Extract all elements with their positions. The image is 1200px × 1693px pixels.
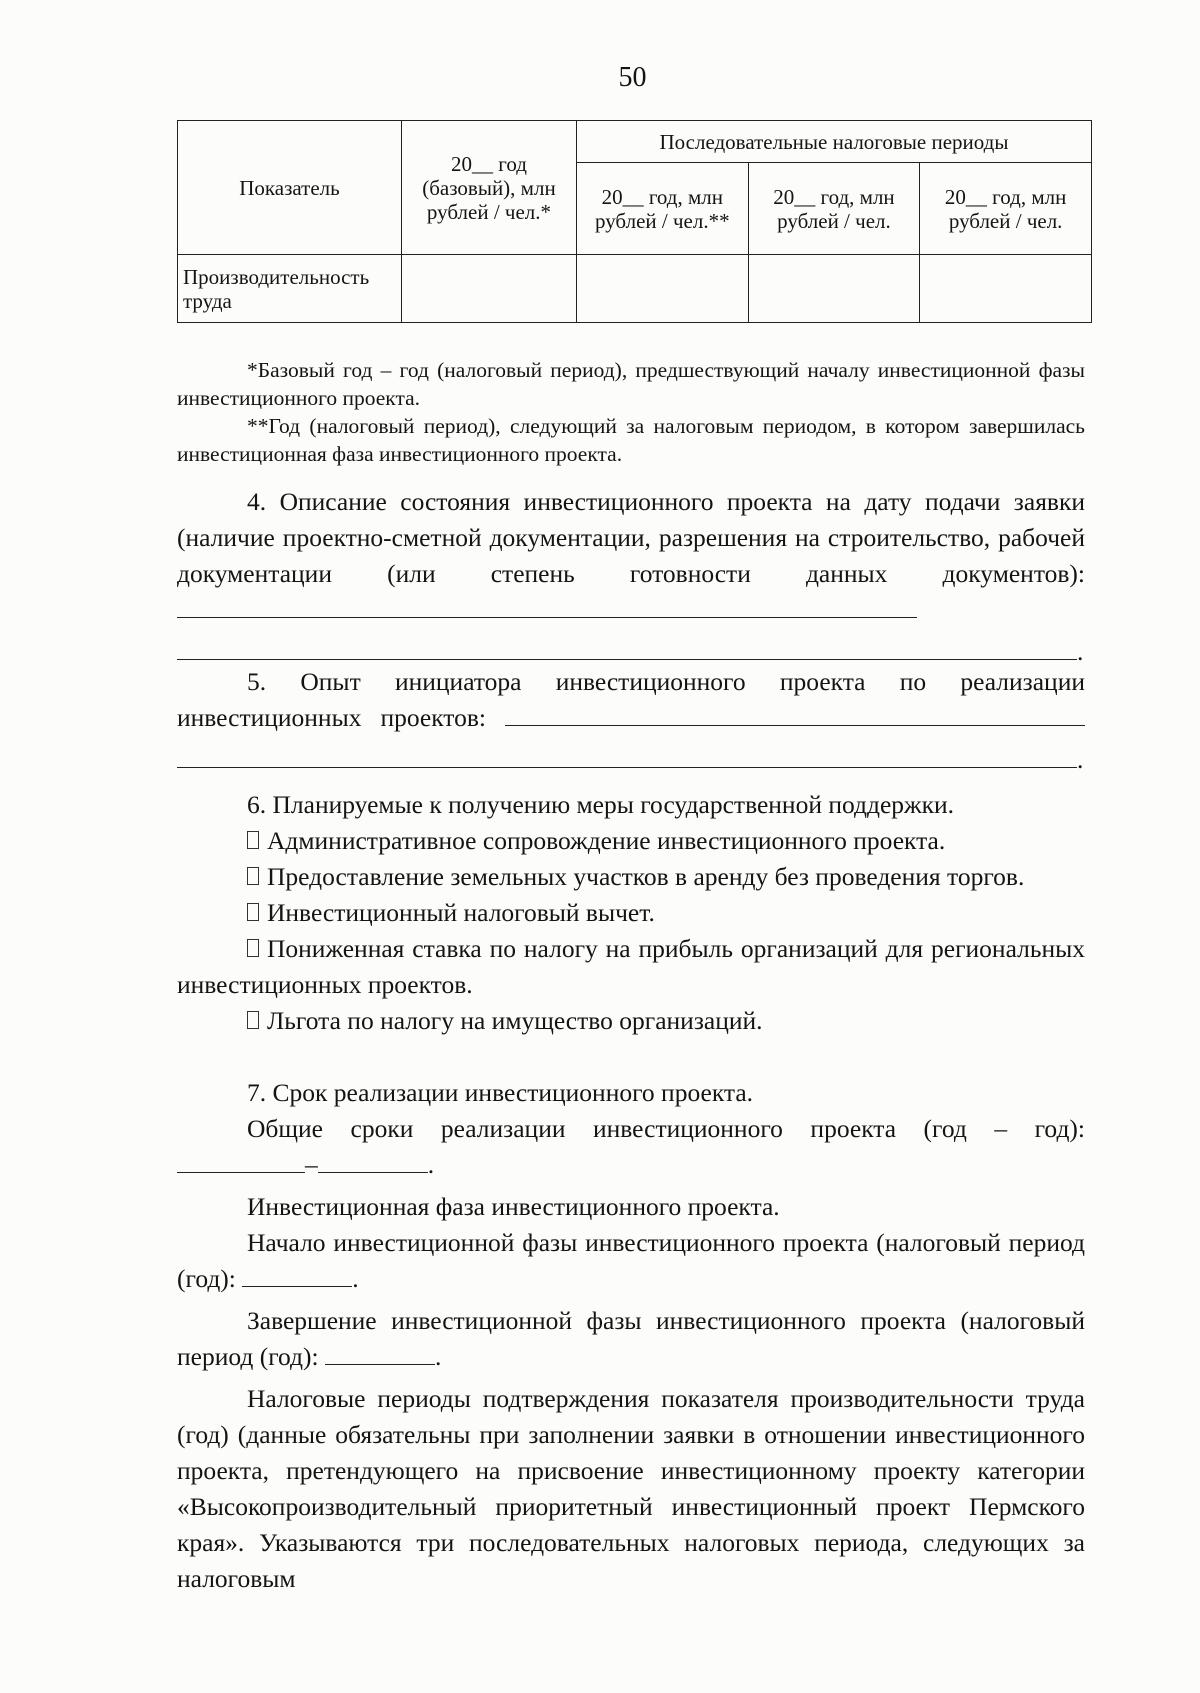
option-label: Пониженная ставка по налогу на прибыль организаций для региональных инвестиционных проектов. [177,934,1085,999]
option-checkbox[interactable] [247,1011,259,1029]
cell-period-3[interactable] [920,255,1092,323]
phase-start-year-field[interactable] [242,1264,352,1287]
section-7-end: Завершение инвестиционной фазы инвестиционного проекта (налоговый период (год): [177,1306,1085,1371]
option-label: Предоставление земельных участков в аренду без проведения торгов. [267,862,1025,891]
total-start-year-field[interactable] [177,1150,305,1173]
option-checkbox[interactable] [247,903,259,921]
section-6 [177,787,1085,1039]
section-7 [177,1075,1085,1597]
option-checkbox[interactable] [247,939,259,957]
section-6-title: 6. Планируемые к получению меры государственной поддержки. [247,790,955,819]
section-7-total: Общие сроки реализации инвестиционного проекта (год – год): [247,1114,1085,1143]
section-5-text: 5. Опыт инициатора инвестиционного проекта по реализации инвестиционных проектов: [177,667,1085,732]
option-label: Льгота по налогу на имущество организаций. [267,1006,763,1035]
footnote-base-year: *Базовый год – год (налоговый период), предшествующий началу инвестиционной фазы инвестиционного проекта. [177,358,1085,410]
footnote-following-year: **Год (налоговый период), следующий за налоговым периодом, в котором завершилась инвестиционная фаза инвестиционного проекта. [177,414,1085,466]
table-row [178,255,1092,323]
section-4-field-cont[interactable] [177,637,1077,660]
section-5 [177,664,1085,778]
section-4-field[interactable] [177,595,917,618]
cell-base-year[interactable] [401,255,576,323]
section-7-title: 7. Срок реализации инвестиционного проекта. [247,1078,754,1107]
total-dot: . [427,1150,435,1179]
start-dot: . [352,1264,359,1293]
section-5-field[interactable] [505,703,1085,726]
section-5-field-cont[interactable] [177,745,1077,768]
section-4-text: 4. Описание состояния инвестиционного проекта на дату подачи заявки (наличие проектно-сметной документации, разрешения на строительство, рабочей документации (или степень готовности данных документов): [177,487,1085,588]
header-period-3: 20__ год, млн рублей / чел. [920,163,1092,255]
indicators-table [177,120,1092,323]
section-4 [177,484,1085,670]
section-7-phase: Инвестиционная фаза инвестиционного проекта. [247,1192,780,1221]
phase-end-year-field[interactable] [325,1342,435,1365]
total-dash: – [305,1150,318,1179]
cell-period-2[interactable] [748,255,920,323]
header-indicator: Показатель [178,121,402,255]
end-dot: . [434,1342,442,1371]
section-7-start: Начало инвестиционной фазы инвестиционного проекта (налоговый период (год): [177,1228,1085,1293]
footnotes [177,356,1085,468]
header-consecutive-periods: Последовательные налоговые периоды [576,121,1091,163]
header-period-1: 20__ год, млн рублей / чел.** [576,163,748,255]
option-label: Инвестиционный налоговый вычет. [267,898,655,927]
section-7-productivity: Налоговые периоды подтверждения показателя производительности труда (год) (данные обязательны при заполнении заявки в отношении инвестиционного проекта, претендующего на присвоение инвестиционному проекту категории «Высокопроизводительный приоритетный инвестиционный проект Пермского края». Указываются три последовательных налоговых периода, следующих за налоговым [177,1384,1085,1593]
section-5-dot: . [1077,745,1084,774]
section-4-dot: . [1077,637,1084,666]
cell-period-1[interactable] [576,255,748,323]
option-label: Административное сопровождение инвестиционного проекта. [267,826,946,855]
row-label-productivity: Производительность труда [178,255,402,323]
header-period-2: 20__ год, млн рублей / чел. [748,163,920,255]
page-number: 50 [618,62,647,93]
total-end-year-field[interactable] [318,1150,428,1173]
option-checkbox[interactable] [247,867,259,885]
option-checkbox[interactable] [247,831,259,849]
header-base-year: 20__ год (базовый), млн рублей / чел.* [401,121,576,255]
